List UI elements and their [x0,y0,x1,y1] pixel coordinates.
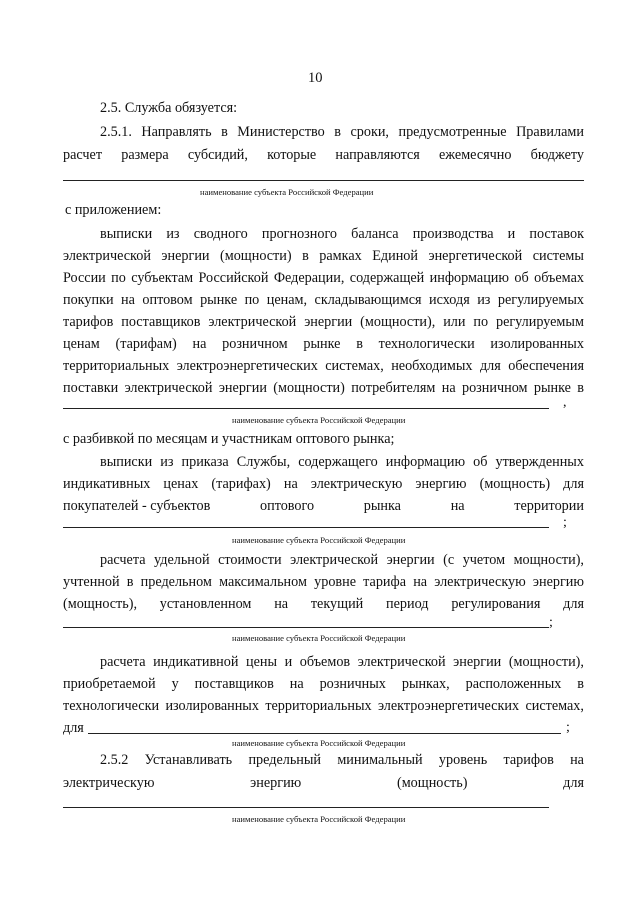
word: на [121,292,135,308]
word: из [477,292,491,308]
word: утвержденных [495,454,584,470]
word: оптовом [142,292,193,308]
word: учтенной [63,574,120,590]
item-2-5-1-line-2 [63,146,584,164]
word: размера [121,147,169,163]
word: период [386,596,429,612]
word: сводного [193,226,248,242]
word: энергии [161,248,210,264]
field-caption: наименование субъекта Российской Федерации [200,187,374,197]
extract-balance-line-2 [63,247,584,265]
word: Направлять [141,124,212,140]
word: Министерство [237,124,325,140]
word: предельном [140,574,212,590]
field-caption: наименование субъекта Российской Федерации [232,633,406,643]
word: на [283,476,298,492]
word: необходимых [391,358,473,374]
extract-balance-line-5 [63,313,584,331]
field-caption: наименование субъекта Российской Федерации [232,535,406,545]
word: для [563,596,584,612]
word: системы [532,248,584,264]
word: территории [514,498,584,514]
word: электрической [63,248,151,264]
word: рынка [363,498,401,514]
word: (мощности) [273,380,345,396]
word: в [334,124,341,140]
semicolon-mark: ; [566,720,570,735]
word: информацию [429,270,509,286]
word: тарифов [63,314,114,330]
word: для [563,476,584,492]
word: из [166,226,180,242]
word: стоимости [218,552,282,568]
word: бюджету [530,147,584,163]
word: 2.5.2 [100,752,129,768]
word: минимальный [337,752,423,768]
word: (мощности) [220,248,292,264]
word: содержащей [349,270,425,286]
word: розничном [222,336,288,352]
word: оптового [260,498,315,514]
extract-balance-line-1 [100,225,584,243]
word: Единой [372,248,418,264]
word: на [192,336,207,352]
blank-line [63,627,549,628]
word: об [514,270,529,286]
word: розничных [319,676,386,692]
word: рынках, [401,676,450,692]
word: покупки [63,292,114,308]
word: по [111,270,126,286]
word: уровень [438,752,488,768]
field-caption: наименование субъекта Российской Федерации [232,814,406,824]
word: ценам [63,336,100,352]
word: регулируемых [497,292,584,308]
indicative-price-line-3 [63,697,584,715]
word: расчета [100,654,146,670]
word: уровне [314,574,356,590]
word: тарифа [363,574,407,590]
word: для [479,358,501,374]
blank-line [63,807,549,808]
extract-balance-line-8 [63,379,584,397]
word: в [221,124,228,140]
word: рамках [319,248,362,264]
word: электрической [208,314,297,330]
word: розничном [461,380,528,396]
indicative-price-line-1 [100,653,584,671]
word: (мощность) [479,476,551,492]
word: электрической [357,654,446,670]
word: Службы, [236,454,291,470]
word: России [63,270,106,286]
word: (мощности), [508,654,584,670]
word: регулируемым [495,314,584,330]
monthly-breakdown-text: с разбивкой по месяцам и участникам оптового рынка; [63,431,395,447]
word: энергию [532,574,584,590]
word: поставщиков [121,314,201,330]
word: системах, [325,358,384,374]
word: на [441,380,456,396]
word: складывающимся [314,292,422,308]
item-2-5-2-line-2 [63,774,584,792]
word: электрическую [310,476,403,492]
word: ценам, [266,292,308,308]
word: системах, [525,698,584,714]
word: из [160,454,174,470]
word: выписки [100,454,153,470]
word: энергетической [428,248,523,264]
word: потребителям [351,380,436,396]
word: на [274,596,289,612]
word: субсидий, [187,147,248,163]
word: и [284,654,293,670]
word: которые [267,147,317,163]
word: удельной [154,552,210,568]
word: энергию [250,775,302,791]
word: объемах [534,270,584,286]
word: рынке [200,292,238,308]
word: рынке [303,336,341,352]
unit-cost-line-1 [100,551,584,569]
word: энергии [453,654,502,670]
word: по [473,314,489,330]
word: на [413,574,428,590]
field-caption: наименование субъекта Российской Федерации [232,738,406,748]
word: поставщиков [194,676,274,692]
word: расчета [100,552,146,568]
word: приобретаемой [63,676,156,692]
word: индикативной [153,654,239,670]
word: (мощность) [396,775,468,791]
word: тарифов [503,752,554,768]
word: цены [246,654,278,670]
word: электроэнергетических [176,358,318,374]
word: изолированных [165,698,259,714]
with-attachment-label: с приложением: [65,202,162,218]
word: установленном [159,596,252,612]
word: Федерации, [273,270,345,286]
word: мощности), [513,552,584,568]
word: (тарифах) [211,476,271,492]
word: 2.5.1. [100,124,132,140]
word: (с [443,552,455,568]
word: ценах [163,476,199,492]
word: или [443,314,466,330]
extract-balance-line-3 [63,269,584,287]
word: у [171,676,179,692]
word: баланса [351,226,399,242]
item-2-5-2-line-1 [100,751,584,769]
blank-line [63,527,549,528]
extract-balance-line-7 [63,357,584,375]
word: в [356,336,363,352]
word: обеспечения [508,358,584,374]
extract-order-line-3 [63,497,584,515]
word: технологически [63,698,160,714]
word: и [507,226,516,242]
word: индикативных [63,476,151,492]
section-heading: 2.5. Служба обязуется: [100,100,238,116]
word: сроки, [350,124,389,140]
word: технологически [378,336,475,352]
word: информацию [385,454,466,470]
word: регулирования [451,596,541,612]
word: в [302,248,309,264]
word: ежемесячно [438,147,512,163]
word: электрическую [434,574,526,590]
page-number: 10 [308,70,323,86]
extract-balance-line-6 [63,335,584,353]
word: прогнозного [261,226,338,242]
word: изолированных [490,336,584,352]
word: поставки [63,380,119,396]
word: энергии [218,380,267,396]
blank-line [63,180,584,181]
word: приказа [181,454,229,470]
word: производства [412,226,494,242]
word: максимальном [219,574,307,590]
word: электрическую [63,775,155,791]
word: в [577,676,584,692]
word: на [289,676,304,692]
extract-balance-line-4 [63,291,584,309]
word: текущий [310,596,364,612]
word: поставок [529,226,584,242]
word: электрической [124,380,213,396]
extract-order-line-2 [63,475,584,493]
word: об [473,454,488,470]
word: расположенных [465,676,562,692]
word: Устанавливать [144,752,233,768]
word: субъектам [131,270,194,286]
unit-cost-line-3 [63,595,584,613]
word: (мощность), [63,596,137,612]
semicolon-mark: ; [549,615,553,630]
word: по [244,292,260,308]
word: территориальных [265,698,372,714]
field-caption: наименование субъекта Российской Федерации [232,415,406,425]
word: в [577,380,584,396]
word: содержащего [298,454,378,470]
indicative-price-for-label: для [63,720,84,736]
word: Правилами [516,124,584,140]
unit-cost-line-2 [63,573,584,591]
word: расчет [63,147,103,163]
word: электроэнергетических [377,698,520,714]
word: предусмотренные [398,124,507,140]
word: в [126,574,134,590]
word: электрической [290,552,379,568]
item-2-5-1-line-1 [100,123,584,141]
word: (мощности), [360,314,436,330]
blank-line [63,408,549,409]
word: на [450,498,465,514]
word: покупателей - субъектов [63,498,211,514]
word: учетом [462,552,506,568]
word: рынке [533,380,571,396]
extract-order-line-1 [100,453,584,471]
word: энергии [304,314,353,330]
word: энергии [386,552,435,568]
word: объемов [299,654,351,670]
semicolon-mark: ; [563,515,567,530]
word: Российской [198,270,269,286]
word: (тарифам) [115,336,177,352]
indicative-price-line-2 [63,675,584,693]
word: на [570,752,584,768]
word: выписки [100,226,153,242]
word: направляются [335,147,420,163]
comma-mark: , [563,395,567,410]
word: для [563,775,584,791]
word: энергию [415,476,467,492]
word: предельный [248,752,322,768]
blank-line [88,733,561,734]
word: исходя [429,292,470,308]
word: территориальных [63,358,170,374]
